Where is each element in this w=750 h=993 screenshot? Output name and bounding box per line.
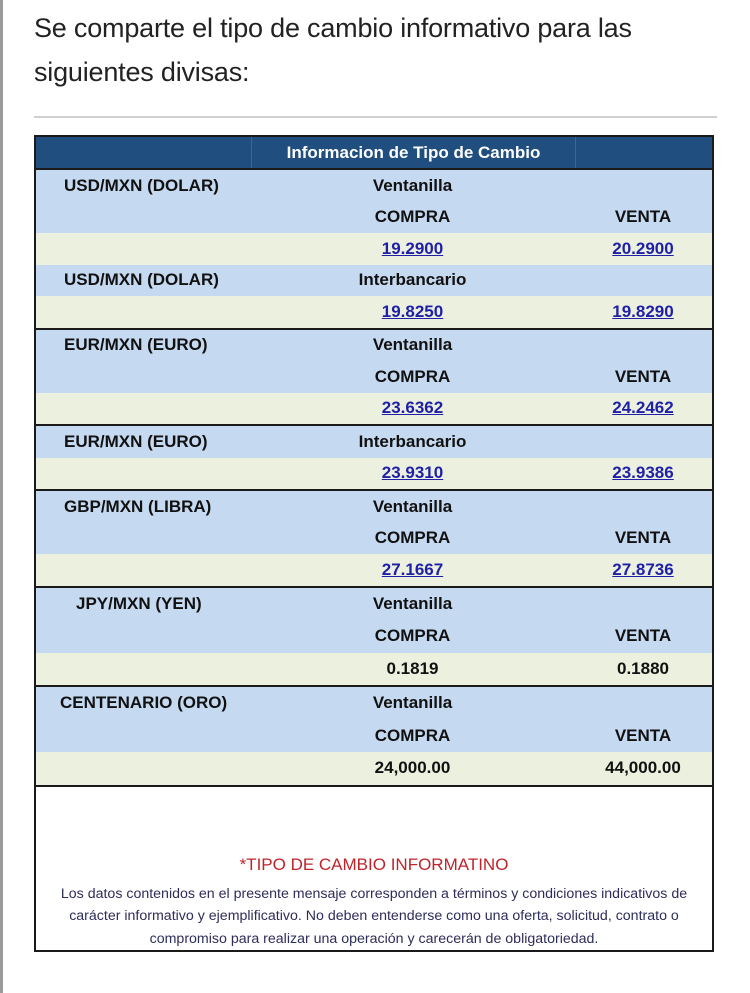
table-row [36, 620, 712, 653]
sell-rate-link[interactable]: 23.9386 [612, 463, 674, 483]
table-row [36, 720, 712, 753]
disclaimer-title: *TIPO DE CAMBIO INFORMATINO [239, 854, 509, 874]
buy-rate-link[interactable]: 23.6362 [381, 398, 444, 418]
table-title: Informacion de Tipo de Cambio [252, 137, 576, 168]
buy-rate-link[interactable]: 19.2900 [381, 238, 444, 258]
sell-label: VENTA [614, 626, 672, 646]
rate-type: Ventanilla [372, 693, 453, 713]
buy-rate-link[interactable]: 19.8250 [381, 301, 444, 321]
rate-group-eur-interbancario [36, 426, 712, 491]
rate-group-eur-ventanilla [36, 330, 712, 427]
sell-label: VENTA [614, 366, 672, 386]
sell-rate-link[interactable]: 19.8290 [612, 301, 674, 321]
currency-label: USD/MXN (DOLAR) [64, 175, 219, 195]
rate-type: Ventanilla [372, 175, 453, 195]
exchange-rate-table [34, 135, 714, 952]
rate-group-gbp-ventanilla [36, 491, 712, 588]
table-row [36, 426, 712, 458]
table-row [36, 491, 712, 523]
table-row [36, 265, 712, 297]
table-row [36, 458, 712, 490]
rate-type: Ventanilla [372, 593, 453, 613]
table-row [36, 202, 712, 234]
disclaimer-box [36, 787, 712, 950]
rate-group-usd-ventanilla [36, 170, 712, 265]
currency-label: GBP/MXN (LIBRA) [64, 496, 212, 516]
rate-type: Ventanilla [372, 335, 453, 355]
sell-label: VENTA [614, 725, 672, 745]
rate-group-usd-interbancario [36, 265, 712, 330]
rate-type: Interbancario [358, 270, 467, 290]
table-row [36, 170, 712, 202]
table-row [36, 523, 712, 555]
sell-rate-link[interactable]: 27.8736 [612, 559, 674, 579]
currency-label: USD/MXN (DOLAR) [64, 270, 219, 290]
sell-rate-link[interactable]: 20.2900 [612, 238, 674, 258]
buy-rate: 24,000.00 [374, 758, 451, 778]
buy-label: COMPRA [374, 528, 451, 548]
currency-label: EUR/MXN (EURO) [64, 431, 208, 451]
table-row [36, 393, 712, 425]
sell-rate-link[interactable]: 24.2462 [612, 398, 674, 418]
table-header [36, 137, 712, 170]
buy-rate: 0.1819 [386, 658, 439, 678]
table-row [36, 752, 712, 785]
sell-rate: 0.1880 [617, 658, 669, 678]
rate-group-jpy-ventanilla [36, 588, 712, 688]
table-row [36, 588, 712, 621]
buy-label: COMPRA [374, 725, 451, 745]
table-row [36, 296, 712, 328]
rate-type: Interbancario [358, 431, 467, 451]
table-row [36, 330, 712, 362]
page-left-border [0, 0, 3, 993]
currency-label: CENTENARIO (ORO) [60, 693, 228, 713]
disclaimer-body: Los datos contenidos en el presente mensaje corresponden a términos y condiciones indicativos de carácter informativo y ejemplificativo. No deben entenderse como una oferta, solicitud, contrato o compromiso para realizar una operación y carecerán de obligatoriedad. [60, 885, 688, 947]
intro-text: Se comparte el tipo de cambio informativo para las siguientes divisas: [34, 13, 632, 87]
currency-label: EUR/MXN (EURO) [64, 335, 208, 355]
buy-label: COMPRA [374, 626, 451, 646]
buy-label: COMPRA [374, 207, 451, 227]
rate-group-centenario-ventanilla [36, 687, 712, 787]
buy-rate-link[interactable]: 27.1667 [381, 559, 444, 579]
table-row [36, 653, 712, 686]
divider [34, 116, 717, 118]
sell-rate: 44,000.00 [605, 758, 681, 778]
rate-type: Ventanilla [372, 496, 453, 516]
buy-label: COMPRA [374, 366, 451, 386]
buy-rate-link[interactable]: 23.9310 [381, 463, 444, 483]
currency-label: JPY/MXN (YEN) [76, 593, 202, 613]
sell-label: VENTA [614, 207, 672, 227]
table-row [36, 687, 712, 720]
table-row [36, 554, 712, 586]
table-row [36, 361, 712, 393]
sell-label: VENTA [614, 528, 672, 548]
table-row [36, 233, 712, 265]
